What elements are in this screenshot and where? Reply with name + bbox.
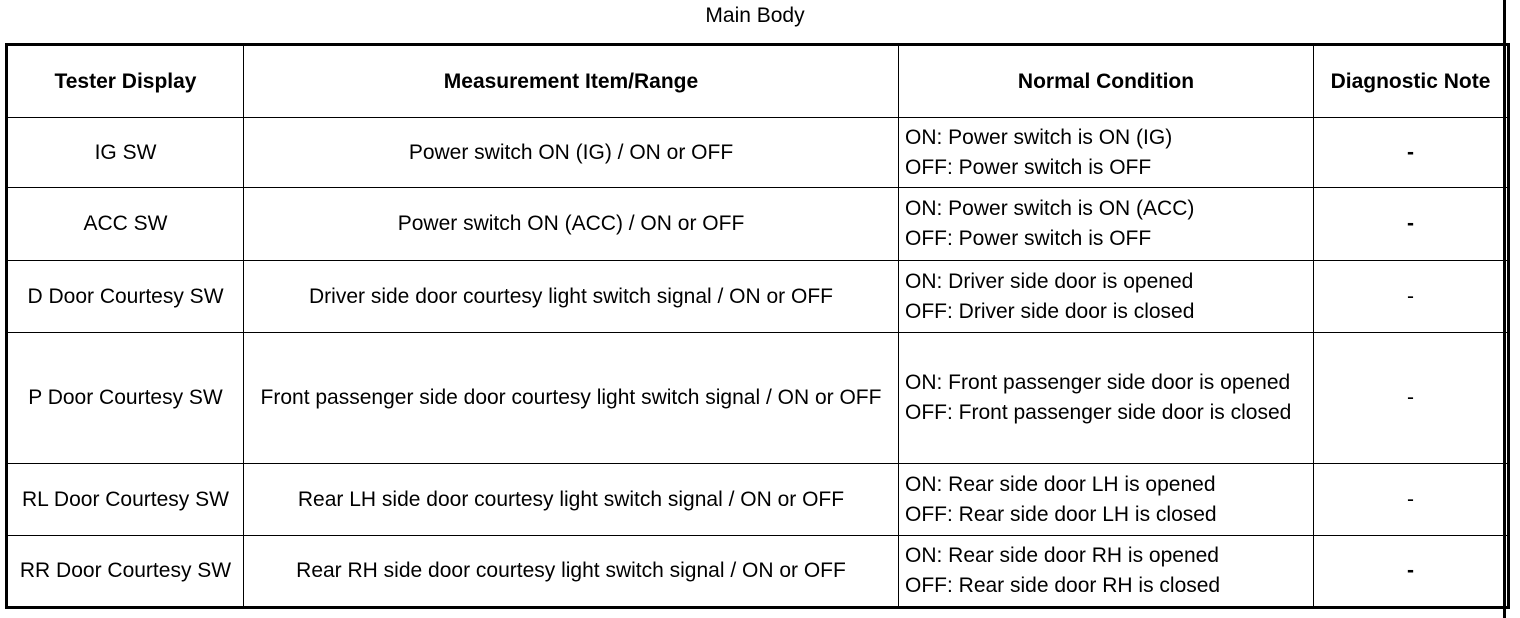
- normal-condition-cell: [899, 118, 1314, 188]
- table-row: [7, 261, 1509, 333]
- diagnostic-note-cell: -: [1314, 464, 1509, 536]
- measurement-item-cell: Front passenger side door courtesy light switch signal / ON or OFF: [244, 333, 899, 464]
- measurement-item-cell: Rear LH side door courtesy light switch signal / ON or OFF: [244, 464, 899, 536]
- page-title: Main Body: [705, 4, 805, 27]
- tester-display-cell: P Door Courtesy SW: [7, 333, 244, 464]
- table-row: [7, 464, 1509, 536]
- normal-condition-cell: [899, 464, 1314, 536]
- normal-condition-cell: [899, 333, 1314, 464]
- tester-display-cell: RR Door Courtesy SW: [7, 536, 244, 608]
- normal-condition-cell: [899, 536, 1314, 608]
- condition-on-text: ON: Driver side door is opened: [905, 269, 1194, 293]
- measurement-item-cell: Power switch ON (IG) / ON or OFF: [244, 118, 899, 188]
- column-header-normal-condition: Normal Condition: [899, 45, 1314, 118]
- condition-off-text: OFF: Front passenger side door is closed: [905, 401, 1292, 424]
- condition-on-text: ON: Power switch is ON (ACC): [905, 197, 1195, 220]
- tester-display-cell: IG SW: [7, 118, 244, 188]
- normal-condition-cell: [899, 261, 1314, 333]
- condition-on-text: ON: Front passenger side door is opened: [905, 371, 1291, 394]
- column-header-diagnostic-note: Diagnostic Note: [1314, 45, 1509, 118]
- condition-off-text: OFF: Power switch is OFF: [905, 227, 1152, 250]
- diagnostic-note-cell: -: [1314, 536, 1509, 608]
- tester-display-cell: RL Door Courtesy SW: [7, 464, 244, 536]
- table-row: [7, 188, 1509, 261]
- data-list-table: [5, 43, 1510, 609]
- condition-off-text: OFF: Power switch is OFF: [905, 155, 1152, 179]
- diagnostic-note-cell: -: [1314, 333, 1509, 464]
- measurement-item-cell: Power switch ON (ACC) / ON or OFF: [244, 188, 899, 261]
- tester-display-cell: ACC SW: [7, 188, 244, 261]
- condition-off-text: OFF: Rear side door LH is closed: [905, 502, 1217, 526]
- table-row: [7, 118, 1509, 188]
- diagnostic-note-cell: -: [1314, 188, 1509, 261]
- header-row: [7, 45, 1509, 118]
- condition-on-text: ON: Rear side door LH is opened: [905, 472, 1216, 496]
- column-header-tester-display: Tester Display: [7, 45, 244, 118]
- condition-off-text: OFF: Rear side door RH is closed: [905, 574, 1221, 597]
- condition-off-text: OFF: Driver side door is closed: [905, 299, 1195, 323]
- table-row: [7, 536, 1509, 608]
- diagnostic-note-cell: -: [1314, 118, 1509, 188]
- tester-display-cell: D Door Courtesy SW: [7, 261, 244, 333]
- measurement-item-cell: Driver side door courtesy light switch signal / ON or OFF: [244, 261, 899, 333]
- condition-on-text: ON: Rear side door RH is opened: [905, 544, 1219, 567]
- diagnostic-note-cell: -: [1314, 261, 1509, 333]
- normal-condition-cell: [899, 188, 1314, 261]
- measurement-item-cell: Rear RH side door courtesy light switch signal / ON or OFF: [244, 536, 899, 608]
- column-header-measurement-item: Measurement Item/Range: [244, 45, 899, 118]
- condition-on-text: ON: Power switch is ON (IG): [905, 125, 1173, 149]
- table-row: [7, 333, 1509, 464]
